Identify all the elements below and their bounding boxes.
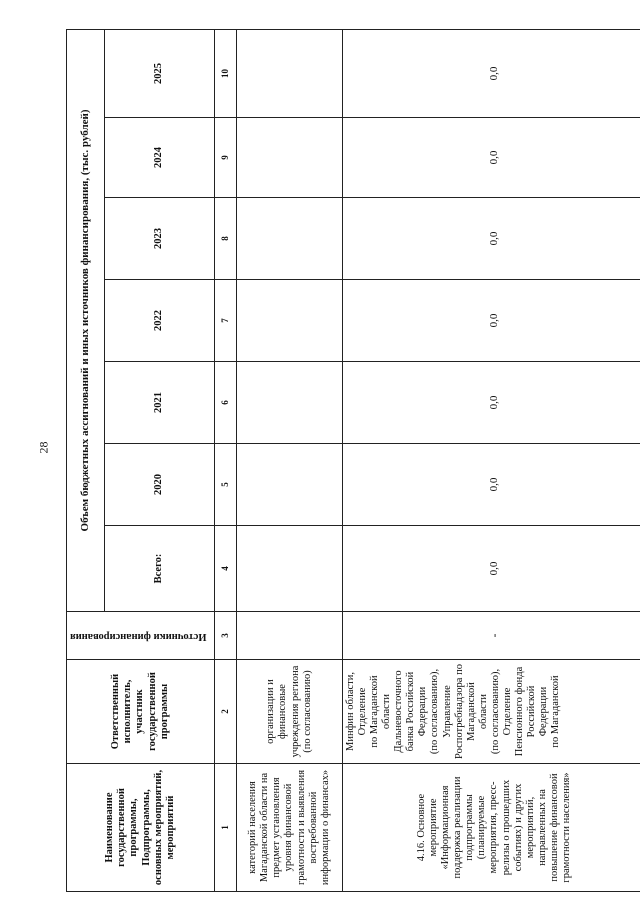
row-value: 0,0 bbox=[343, 29, 640, 117]
row-value bbox=[237, 118, 343, 198]
year-2020: 2020 bbox=[105, 444, 215, 526]
row-source: - bbox=[343, 612, 640, 660]
funding-table-container bbox=[66, 30, 640, 892]
row-value bbox=[237, 29, 343, 117]
column-number: 9 bbox=[215, 118, 237, 198]
row-executor: Минфин области, Отделение по Магаданской области Дальневосточного банка Российской Федерации (по согласованию), Управление Роспотребнадзора по Магаданской области (по согласованию), Отделение Пенсионного фонда Российской Федерации по Магаданской bbox=[343, 660, 640, 764]
row-value bbox=[237, 198, 343, 280]
row-value bbox=[237, 526, 343, 612]
page-number: 28 bbox=[36, 441, 51, 454]
column-number: 3 bbox=[215, 612, 237, 660]
year-2021: 2021 bbox=[105, 362, 215, 444]
row-value: 0,0 bbox=[343, 444, 640, 526]
table-row bbox=[237, 29, 343, 891]
year-2023: 2023 bbox=[105, 198, 215, 280]
year-total: Всего: bbox=[105, 526, 215, 612]
year-2024: 2024 bbox=[105, 118, 215, 198]
row-value bbox=[237, 280, 343, 362]
header-executor: Ответственный исполнитель, участник государственной программы bbox=[67, 660, 215, 764]
year-2022: 2022 bbox=[105, 280, 215, 362]
row-value: 0,0 bbox=[343, 362, 640, 444]
header-source bbox=[67, 612, 215, 660]
header-source-text: Источники финансирования bbox=[70, 630, 207, 642]
row-value: 0,0 bbox=[343, 280, 640, 362]
column-number: 4 bbox=[215, 526, 237, 612]
column-number-row bbox=[215, 29, 237, 891]
column-number: 5 bbox=[215, 444, 237, 526]
column-number: 6 bbox=[215, 362, 237, 444]
column-number: 1 bbox=[215, 764, 237, 892]
row-value bbox=[237, 362, 343, 444]
column-number: 2 bbox=[215, 660, 237, 764]
row-value: 0,0 bbox=[343, 526, 640, 612]
column-number: 10 bbox=[215, 29, 237, 117]
row-executor: организации и финансовые учреждения региона (по согласованию) bbox=[237, 660, 343, 764]
header-funding-title: Объем бюджетных ассигнований и иных источников финансирования, (тыс. рублей) bbox=[67, 29, 105, 611]
column-number: 8 bbox=[215, 198, 237, 280]
row-value: 0,0 bbox=[343, 198, 640, 280]
row-value: 0,0 bbox=[343, 118, 640, 198]
header-name: Наименование государственной программы, Подпрограммы, основных мероприятий, мероприятий bbox=[67, 764, 215, 892]
row-name: категорий населения Магаданской области на предмет установления уровня финансовой грамотности и выявления востребованной информации о финансах» bbox=[237, 764, 343, 892]
row-name: 4.16. Основное мероприятие «Информационная поддержка реализации подпрограммы (планируемые мероприятия, пресс-релизы о прошедших событиях) и других мероприятий, направленных на повышение финансовой грамотности населения» bbox=[343, 764, 640, 892]
table-row bbox=[343, 29, 640, 891]
row-source bbox=[237, 612, 343, 660]
header-row-1 bbox=[67, 29, 105, 891]
row-value bbox=[237, 444, 343, 526]
column-number: 7 bbox=[215, 280, 237, 362]
funding-table bbox=[66, 29, 640, 892]
year-2025: 2025 bbox=[105, 29, 215, 117]
rotated-table bbox=[66, 30, 640, 892]
